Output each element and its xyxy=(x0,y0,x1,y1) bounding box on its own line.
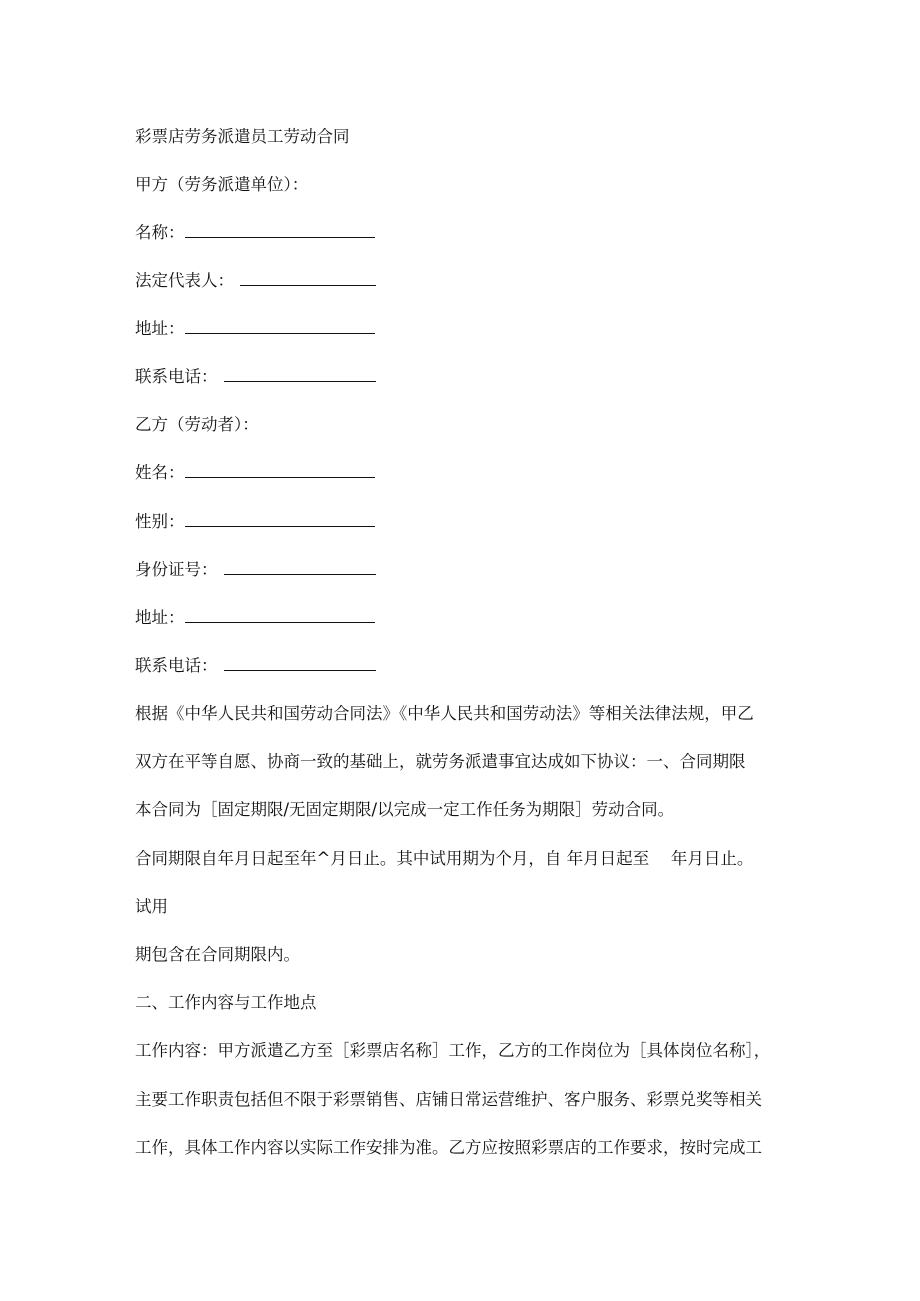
party-a-rep-label: 法定代表人： xyxy=(135,271,234,290)
party-b-gender-row xyxy=(135,511,375,533)
paragraph-line: 工作内容：甲方派遣乙方至［彩票店名称］工作，乙方的工作岗位为［具体岗位名称］， xyxy=(135,1041,771,1060)
document-title: 彩票店劳务派遣员工劳动合同 xyxy=(135,127,350,146)
paragraph-line: 根据《中华人民共和国劳动合同法》《中华人民共和国劳动法》等相关法律法规，甲乙 xyxy=(135,704,754,723)
paragraph-line: 双方在平等自愿、协商一致的基础上，就劳务派遣事宜达成如下协议：一、合同期限 xyxy=(135,752,746,771)
party-b-id-blank xyxy=(224,559,376,575)
party-a-rep-blank xyxy=(240,270,376,286)
section-heading: 二、工作内容与工作地点 xyxy=(135,993,317,1012)
party-b-id-row xyxy=(135,559,376,581)
party-b-heading: 乙方（劳动者）： xyxy=(135,415,259,434)
party-a-heading: 甲方（劳务派遣单位）： xyxy=(135,175,309,194)
party-a-name-label: 名称： xyxy=(135,223,185,242)
paragraph-line: 本合同为［固定期限/无固定期限/以完成一定工作任务为期限］劳动合同。 xyxy=(135,800,675,819)
party-a-phone-row xyxy=(135,366,376,388)
party-a-phone-label: 联系电话： xyxy=(135,367,218,386)
party-a-address-label: 地址： xyxy=(135,319,185,338)
party-b-gender-blank xyxy=(185,511,375,527)
party-a-name-row xyxy=(135,222,375,244)
party-b-id-label: 身份证号： xyxy=(135,560,218,579)
party-b-phone-row xyxy=(135,655,376,677)
paragraph-line: 合同期限自年月日起至年^月日止。其中试用期为个月，自 年月日起至 年月日止。 xyxy=(135,849,754,868)
party-b-phone-label: 联系电话： xyxy=(135,656,218,675)
party-a-phone-blank xyxy=(224,366,376,382)
party-b-address-row xyxy=(135,607,375,629)
paragraph-line: 期包含在合同期限内。 xyxy=(135,945,300,964)
party-b-phone-blank xyxy=(224,655,376,671)
party-a-name-blank xyxy=(185,222,375,238)
paragraph-line: 主要工作职责包括但不限于彩票销售、店铺日常运营维护、客户服务、彩票兑奖等相关 xyxy=(135,1090,762,1109)
party-b-gender-label: 性别： xyxy=(135,512,185,531)
party-a-address-blank xyxy=(185,318,375,334)
paragraph-line: 试用 xyxy=(135,897,168,916)
party-b-address-label: 地址： xyxy=(135,608,185,627)
party-a-address-row xyxy=(135,318,375,340)
paragraph-line: 工作，具体工作内容以实际工作安排为准。乙方应按照彩票店的工作要求，按时完成工 xyxy=(135,1138,762,1157)
party-b-name-blank xyxy=(185,462,375,478)
party-b-name-row xyxy=(135,462,375,484)
party-a-rep-row xyxy=(135,270,376,292)
party-b-address-blank xyxy=(185,607,375,623)
party-b-name-label: 姓名： xyxy=(135,463,185,482)
